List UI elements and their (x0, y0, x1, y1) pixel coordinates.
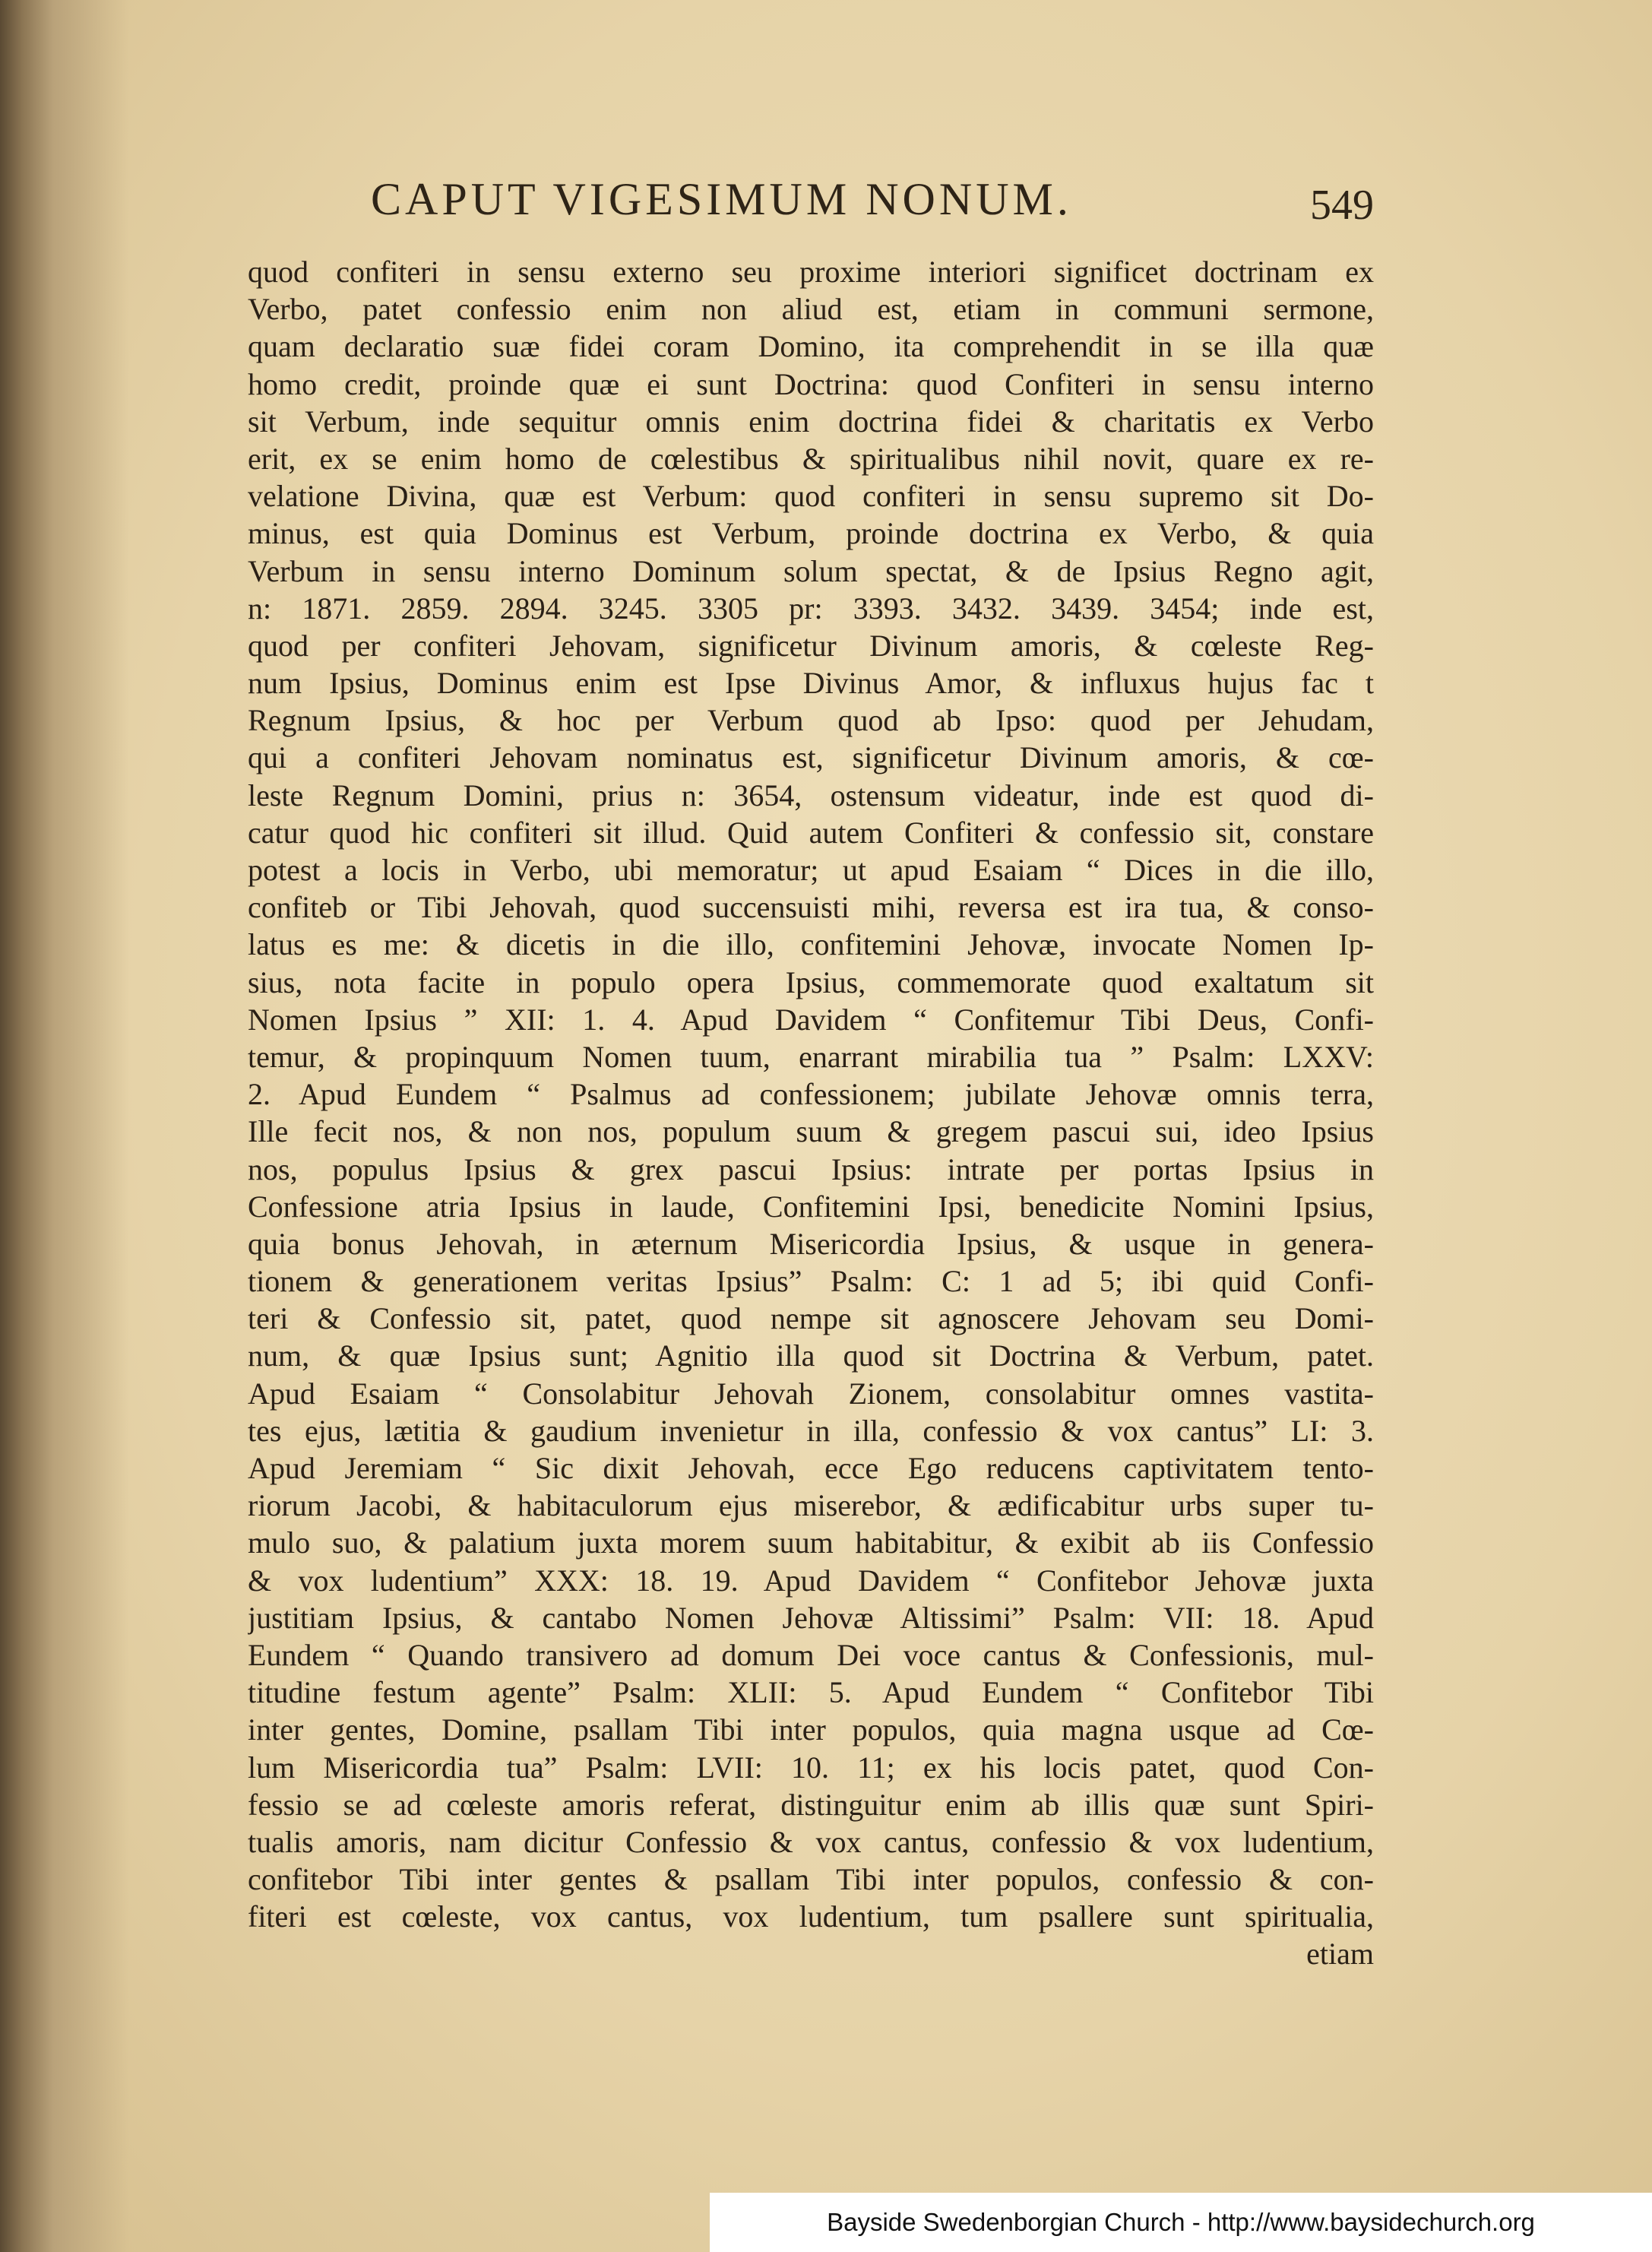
text-line: temur, & propinquum Nomen tuum, enarrant mirabilia tua ” Psalm: LXXV: (248, 1039, 1374, 1074)
text-line: & vox ludentium” XXX: 18. 19. Apud Davidem “ Confitebor Jehovæ juxta (248, 1563, 1374, 1598)
text-line: velatione Divina, quæ est Verbum: quod confiteri in sensu supremo sit Do- (248, 479, 1374, 514)
text-line: inter gentes, Domine, psallam Tibi inter populos, quia magna usque ad Cœ- (248, 1712, 1374, 1747)
text-line: confiteb or Tibi Jehovah, quod succensuisti mihi, reversa est ira tua, & conso- (248, 890, 1374, 925)
text-line: 2. Apud Eundem “ Psalmus ad confessionem; jubilate Jehovæ omnis terra, (248, 1077, 1374, 1112)
text-line: Verbo, patet confessio enim non aliud est, etiam in communi sermone, (248, 292, 1374, 327)
text-line: n: 1871. 2859. 2894. 3245. 3305 pr: 3393. 3432. 3439. 3454; inde est, (248, 591, 1374, 626)
text-line: Regnum Ipsius, & hoc per Verbum quod ab Ipso: quod per Jehudam, (248, 703, 1374, 738)
text-line: mulo suo, & palatium juxta morem suum habitabitur, & exibit ab iis Confessio (248, 1525, 1374, 1560)
text-line: quam declaratio suæ fidei coram Domino, ita comprehendit in se illa quæ (248, 329, 1374, 364)
text-line: latus es me: & dicetis in die illo, confitemini Jehovæ, invocate Nomen Ip- (248, 927, 1374, 962)
watermark-banner: Bayside Swedenborgian Church - http://www.baysidechurch.org (710, 2193, 1652, 2252)
text-line: sit Verbum, inde sequitur omnis enim doctrina fidei & charitatis ex Verbo (248, 404, 1374, 439)
text-line: leste Regnum Domini, prius n: 3654, ostensum videatur, inde est quod di- (248, 778, 1374, 812)
text-line: num, & quæ Ipsius sunt; Agnitio illa quod sit Doctrina & Verbum, patet. (248, 1338, 1374, 1373)
text-line: erit, ex se enim homo de cœlestibus & spiritualibus nihil novit, quare ex re- (248, 441, 1374, 476)
text-line: tualis amoris, nam dicitur Confessio & vox cantus, confessio & vox ludentium, (248, 1824, 1374, 1859)
text-line: Verbum in sensu interno Dominum solum spectat, & de Ipsius Regno agit, (248, 553, 1374, 588)
text-line: nos, populus Ipsius & grex pascui Ipsius: intrate per portas Ipsius in (248, 1151, 1374, 1186)
text-line: tes ejus, lætitia & gaudium invenietur in illa, confessio & vox cantus” LI: 3. (248, 1413, 1374, 1448)
text-line: minus, est quia Dominus est Verbum, proinde doctrina ex Verbo, & quia (248, 516, 1374, 551)
text-line: confitebor Tibi inter gentes & psallam Tibi inter populos, confessio & con- (248, 1862, 1374, 1897)
text-line: etiam (1306, 1937, 1374, 1972)
text-line: teri & Confessio sit, patet, quod nempe sit agnoscere Jehovam seu Domi- (248, 1301, 1374, 1336)
chapter-title: CAPUT VIGESIMUM NONUM. (371, 174, 1072, 224)
text-line: Apud Esaiam “ Consolabitur Jehovah Zionem, consolabitur omnes vastita- (248, 1376, 1374, 1411)
text-line: justitiam Ipsius, & cantabo Nomen Jehovæ Altissimi” Psalm: VII: 18. Apud (248, 1600, 1374, 1635)
text-line: titudine festum agente” Psalm: XLII: 5. Apud Eundem “ Confitebor Tibi (248, 1675, 1374, 1710)
text-line: Eundem “ Quando transivero ad domum Dei voce cantus & Confessionis, mul- (248, 1637, 1374, 1672)
text-line: homo credit, proinde quæ ei sunt Doctrina: quod Confiteri in sensu interno (248, 366, 1374, 401)
text-line: quod confiteri in sensu externo seu proxime interiori significet doctrinam ex (248, 255, 1374, 289)
text-line: num Ipsius, Dominus enim est Ipse Divinus Amor, & influxus hujus fac t (248, 666, 1374, 701)
page-number: 549 (1310, 182, 1374, 229)
text-line: qui a confiteri Jehovam nominatus est, significetur Divinum amoris, & cœ- (248, 740, 1374, 775)
text-line: Ille fecit nos, & non nos, populum suum & gregem pascui sui, ideo Ipsius (248, 1114, 1374, 1149)
text-line: Confessione atria Ipsius in laude, Confitemini Ipsi, benedicite Nomini Ipsius, (248, 1189, 1374, 1224)
text-line: Apud Jeremiam “ Sic dixit Jehovah, ecce Ego reducens captivitatem tento- (248, 1451, 1374, 1485)
text-line: tionem & generationem veritas Ipsius” Psalm: C: 1 ad 5; ibi quid Confi- (248, 1264, 1374, 1299)
body-text (248, 253, 1374, 1973)
text-line: fiteri est cœleste, vox cantus, vox ludentium, tum psallere sunt spiritualia, (248, 1899, 1374, 1934)
text-line: catur quod hic confiteri sit illud. Quid autem Confiteri & confessio sit, constare (248, 815, 1374, 850)
text-line: riorum Jacobi, & habitaculorum ejus miserebor, & ædificabitur urbs super tu- (248, 1488, 1374, 1523)
text-line: sius, nota facite in populo opera Ipsius, commemorate quod exaltatum sit (248, 964, 1374, 999)
text-line: lum Misericordia tua” Psalm: LVII: 10. 11; ex his locis patet, quod Con- (248, 1750, 1374, 1785)
text-line: quia bonus Jehovah, in æternum Misericordia Ipsius, & usque in genera- (248, 1226, 1374, 1261)
text-line: fessio se ad cœleste amoris referat, distinguitur enim ab illis quæ sunt Spiri- (248, 1787, 1374, 1822)
text-line: Nomen Ipsius ” XII: 1. 4. Apud Davidem “ Confitemur Tibi Deus, Confi- (248, 1002, 1374, 1037)
running-header (371, 173, 1374, 242)
text-line: quod per confiteri Jehovam, significetur Divinum amoris, & cœleste Reg- (248, 628, 1374, 663)
text-line: potest a locis in Verbo, ubi memoratur; ut apud Esaiam “ Dices in die illo, (248, 853, 1374, 887)
